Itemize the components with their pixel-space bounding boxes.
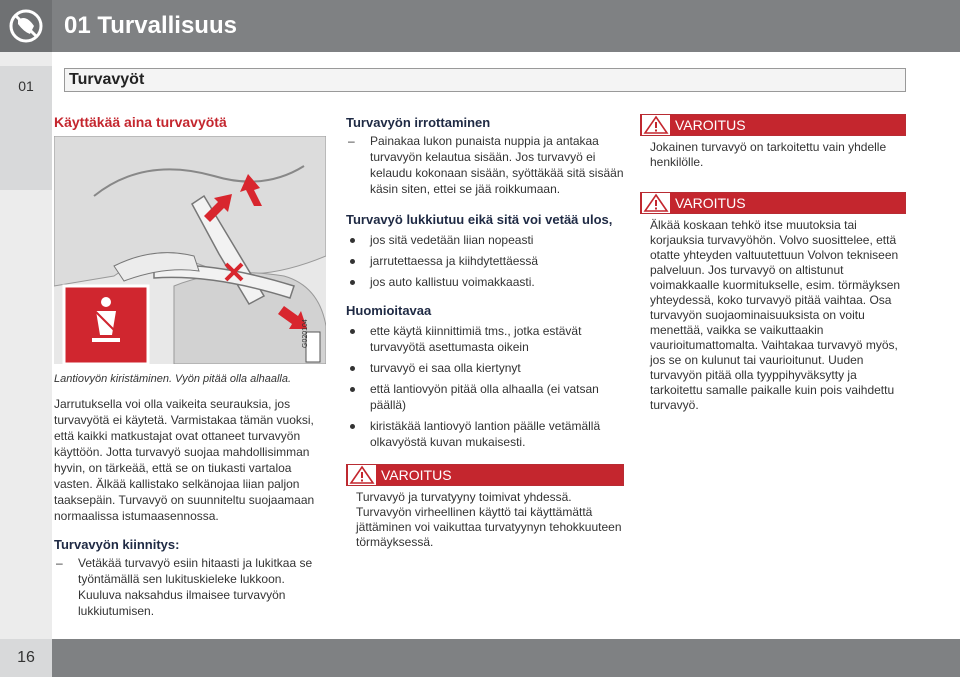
warning-header bbox=[640, 114, 906, 136]
section-header bbox=[64, 68, 906, 92]
list-item bbox=[346, 418, 624, 450]
list-item-text: ette käytä kiinnittimiä tms., jotka estävät turvavyötä asettumasta oikein bbox=[370, 324, 582, 354]
list-item-text: jos sitä vedetään liian nopeasti bbox=[370, 233, 534, 247]
column-2 bbox=[346, 114, 624, 550]
warning-icon bbox=[642, 115, 670, 135]
page-footer bbox=[0, 639, 960, 677]
page-number: 16 bbox=[0, 639, 52, 677]
seatbelt-illustration bbox=[54, 136, 326, 364]
list-item: – Painakaa lukon punaista nuppia ja antakaa turvavyön kelautua sisään. Jos turvavyö ei kelaudu kokonaan sisään, syöttäkää sitä sisään käsin siten, ettei se jää roikkumaan. bbox=[348, 134, 624, 196]
warning-box bbox=[346, 464, 624, 550]
list-item-text: jos auto kallistuu voimakkaasti. bbox=[370, 275, 535, 289]
list-item-text: jarrutettaessa ja kiihdytettäessä bbox=[370, 254, 539, 268]
notes-list bbox=[346, 323, 624, 450]
warning-box bbox=[640, 192, 906, 413]
fasten-steps bbox=[54, 555, 326, 619]
list-item bbox=[346, 274, 624, 290]
list-item bbox=[346, 232, 624, 248]
notes-heading: Huomioitavaa bbox=[346, 303, 432, 318]
warning-text: Jokainen turvavyö on tarkoitettu vain yhdelle henkilölle. bbox=[650, 140, 887, 169]
warning-header bbox=[346, 464, 624, 486]
lock-list bbox=[346, 232, 624, 290]
side-strip bbox=[0, 52, 52, 639]
column-3 bbox=[640, 114, 906, 413]
warning-label: VAROITUS bbox=[675, 195, 746, 211]
fasten-heading: Turvavyön kiinnitys: bbox=[54, 537, 180, 552]
list-item-text: että lantiovyön pitää olla alhaalla (ei vatsan päällä) bbox=[370, 382, 599, 412]
chapter-header bbox=[0, 0, 960, 52]
list-item bbox=[346, 360, 624, 376]
warning-label: VAROITUS bbox=[381, 467, 452, 483]
warning-icon bbox=[642, 193, 670, 213]
list-item-text: turvavyö ei saa olla kiertynyt bbox=[370, 361, 521, 375]
list-item: – Vetäkää turvavyö esiin hitaasti ja lukitkaa se työntämällä sen lukituskieleke lukkoon. Kuuluva naksahdus ilmaisee turvavyön lukkiutumisen. bbox=[56, 556, 313, 618]
list-item bbox=[346, 323, 624, 355]
safety-icon bbox=[0, 0, 52, 52]
intro-paragraph: Jarrutuksella voi olla vaikeita seurauksia, jos turvavyötä ei käytetä. Varmistakaa tämän vuoksi, että kaikki matkustajat ovat ottaneet turvavyön käyttöön. Jotta turvavyö suojaa mahdollisimman hyvin, on tärkeää, että se on tiukasti vartaloa vasten. Älkää kallistako selkänojaa liian paljon taaksepäin. Turvavyö on suunniteltu suojaamaan normaalissa istumaasennossa. bbox=[54, 397, 315, 523]
list-item bbox=[346, 253, 624, 269]
warning-box bbox=[640, 114, 906, 170]
unfasten-heading: Turvavyön irrottaminen bbox=[346, 115, 491, 130]
chapter-title: 01 Turvallisuus bbox=[64, 12, 237, 39]
warning-label: VAROITUS bbox=[675, 117, 746, 133]
warning-text: Turvavyö ja turvatyyny toimivat yhdessä. Turvavyön virheellinen käyttö tai käyttämättä jättäminen voi vaikuttaa turvatyynyn tehokkuuteen törmäyksessä. bbox=[356, 490, 622, 549]
figure-caption: Lantiovyön kiristäminen. Vyön pitää olla alhaalla. bbox=[54, 373, 292, 385]
warning-icon bbox=[348, 465, 376, 485]
lock-heading: Turvavyö lukkiutuu eikä sitä voi vetää ulos, bbox=[346, 212, 613, 227]
chapter-tab: 01 bbox=[0, 66, 52, 190]
col1-title: Käyttäkää aina turvavyötä bbox=[54, 114, 227, 130]
warning-header bbox=[640, 192, 906, 214]
figure-code: G020104 bbox=[302, 319, 309, 348]
unfasten-step-text: Painakaa lukon punaista nuppia ja antakaa turvavyön kelautua sisään. Jos turvavyö ei kelaudu kokonaan sisään, syöttäkää sitä sisään käsin siten, ettei se jää roikkumaan. bbox=[370, 134, 624, 196]
fasten-step-text: Vetäkää turvavyö esiin hitaasti ja lukitkaa se työntämällä sen lukituskieleke lukkoon. Kuuluva naksahdus ilmaisee turvavyön lukkiutumisen. bbox=[78, 556, 313, 618]
list-item bbox=[346, 381, 624, 413]
list-item-text: kiristäkää lantiovyö lantion päälle vetämällä olkavyöstä kuvan mukaisesti. bbox=[370, 419, 601, 449]
section-title: Turvavyöt bbox=[69, 71, 145, 88]
column-1 bbox=[54, 114, 326, 619]
warning-text: Älkää koskaan tehkö itse muutoksia tai korjauksia turvavyöhön. Volvo suosittelee, että otatte yhteyden valtuutettuun Volvon tekniseen palveluun. Jos turvavyö on altistunut voimakkaalle kuormitukselle, esim. törmäyksen yhteydessä, koko turvavyö pitää vaihtaa. Osa turvavyön suojaominaisuuksista on voitu menettää, vaikka se vaikuttaakin vaurioitumattomalta. Vaihtakaa turvavyö myös, jos se on kulunut tai vaurioitunut. Uuden turvavyön pitää olla tyyppihyväksytty ja tarkoitettu samalle paikalle kuin pois vaihdettu turvavyö. bbox=[650, 218, 901, 412]
unfasten-steps bbox=[346, 133, 624, 197]
